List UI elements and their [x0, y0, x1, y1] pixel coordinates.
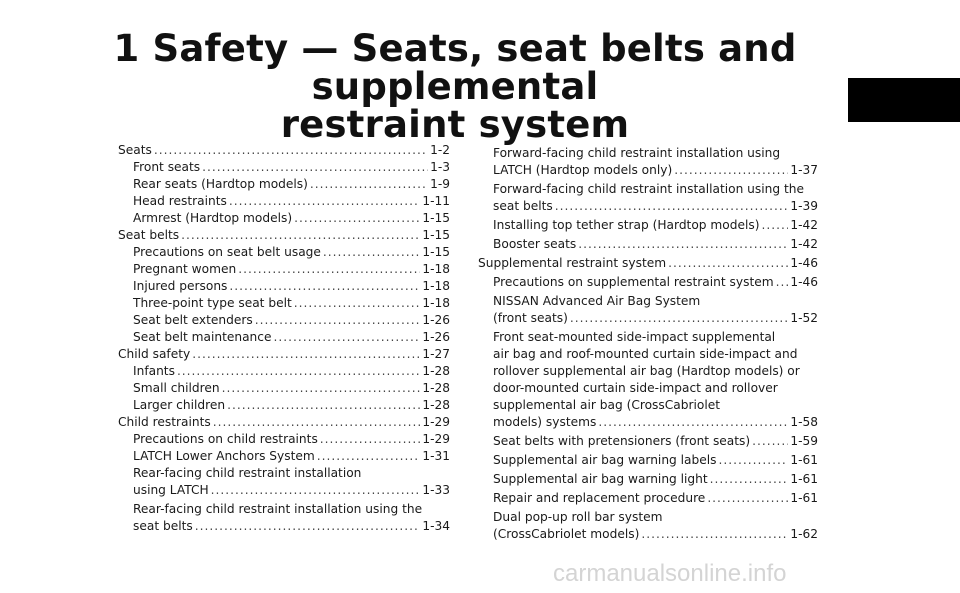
- toc-entry[interactable]: [478, 274, 818, 291]
- toc-entry[interactable]: [478, 471, 818, 488]
- toc-entry[interactable]: [478, 255, 818, 272]
- toc-entry[interactable]: [478, 293, 818, 327]
- toc-entry[interactable]: [118, 312, 450, 329]
- dot-leader: [195, 518, 421, 535]
- toc-entry[interactable]: [118, 142, 450, 159]
- toc-entry-page: 1-9: [430, 177, 450, 191]
- toc-entry-page: 1-62: [790, 527, 818, 541]
- toc-entry-page: 1-34: [422, 519, 450, 533]
- toc-entry-title: Booster seats: [493, 237, 577, 251]
- toc-entry-title: Small children: [133, 381, 220, 395]
- dot-leader: [154, 142, 428, 159]
- toc-entry-page: 1-31: [422, 449, 450, 463]
- dot-leader: [323, 244, 420, 261]
- toc-entry[interactable]: [118, 414, 450, 431]
- toc-entry-text-line: Rear-facing child restraint installation using the: [133, 502, 423, 516]
- toc-entry[interactable]: [478, 217, 818, 234]
- dot-leader: [570, 310, 789, 327]
- toc-entry[interactable]: [118, 329, 450, 346]
- dot-leader: [710, 471, 789, 488]
- toc-entry[interactable]: [118, 244, 450, 261]
- toc-entry-page: 1-37: [790, 163, 818, 177]
- dot-leader: [227, 397, 420, 414]
- dot-leader: [192, 346, 420, 363]
- toc-entry-page: 1-33: [422, 483, 450, 497]
- toc-entry-text-line: Rear-facing child restraint installation: [133, 466, 362, 480]
- toc-entry-page: 1-11: [422, 194, 450, 208]
- title-line-1: 1 Safety — Seats, seat belts and supplemental: [113, 27, 797, 108]
- toc-entry[interactable]: [478, 329, 818, 431]
- toc-entry-title: Child restraints: [118, 415, 211, 429]
- toc-entry-title: LATCH Lower Anchors System: [133, 449, 315, 463]
- toc-entry-page: 1-18: [422, 262, 450, 276]
- toc-entry-page: 1-58: [790, 415, 818, 429]
- toc-entry-text-line: door-mounted curtain side-impact and rollover: [493, 381, 778, 395]
- dot-leader: [238, 261, 420, 278]
- toc-entry-title: Repair and replacement procedure: [493, 491, 706, 505]
- toc-entry-title: models) systems: [493, 415, 597, 429]
- toc-entry[interactable]: [478, 490, 818, 507]
- toc-entry-title: Supplemental air bag warning light: [493, 472, 708, 486]
- dot-leader: [598, 414, 788, 431]
- dot-leader: [718, 452, 788, 469]
- watermark: carmanualsonline.info: [553, 560, 787, 587]
- toc-entry-text-line: Forward-facing child restraint installation using the: [493, 182, 804, 196]
- toc-entry[interactable]: [478, 433, 818, 450]
- toc-entry-title: (CrossCabriolet models): [493, 527, 640, 541]
- dot-leader: [294, 210, 420, 227]
- dot-leader: [707, 490, 788, 507]
- toc-entry-page: 1-42: [790, 218, 818, 232]
- toc-right-column: [478, 145, 818, 545]
- toc-entry-page: 1-27: [422, 347, 450, 361]
- toc-entry[interactable]: [118, 176, 450, 193]
- toc-entry-page: 1-18: [422, 296, 450, 310]
- dot-leader: [273, 329, 420, 346]
- toc-entry-text-line: rollover supplemental air bag (Hardtop models) or: [493, 364, 800, 378]
- toc-entry[interactable]: [478, 509, 818, 543]
- dot-leader: [320, 431, 421, 448]
- dot-leader: [578, 236, 788, 253]
- toc-entry[interactable]: [118, 363, 450, 380]
- dot-leader: [752, 433, 788, 450]
- title-line-2: restraint system: [280, 103, 630, 146]
- dot-leader: [255, 312, 421, 329]
- toc-entry-page: 1-15: [422, 211, 450, 225]
- toc-entry-title: seat belts: [133, 519, 193, 533]
- toc-entry[interactable]: [118, 227, 450, 244]
- toc-entry-page: 1-2: [430, 143, 450, 157]
- toc-entry-page: 1-29: [422, 415, 450, 429]
- toc-entry-text-line: Forward-facing child restraint installation using: [493, 146, 781, 160]
- page-title: [40, 27, 870, 146]
- toc-entry-page: 1-15: [422, 245, 450, 259]
- toc-entry-title: Head restraints: [133, 194, 227, 208]
- toc-entry[interactable]: [118, 278, 450, 295]
- toc-entry-title: Child safety: [118, 347, 191, 361]
- toc-entry-page: 1-52: [790, 311, 818, 325]
- toc-entry-page: 1-18: [422, 279, 450, 293]
- toc-entry-title: using LATCH: [133, 483, 209, 497]
- toc-entry[interactable]: [118, 193, 450, 210]
- toc-entry-text-line: air bag and roof-mounted curtain side-impact and: [493, 347, 798, 361]
- toc-entry-title: Armrest (Hardtop models): [133, 211, 293, 225]
- dot-leader: [177, 363, 420, 380]
- dot-leader: [181, 227, 420, 244]
- dot-leader: [674, 162, 788, 179]
- toc-entry-page: 1-46: [790, 256, 818, 270]
- toc-entry-page: 1-3: [430, 160, 450, 174]
- toc-entry-title: Seat belts: [118, 228, 180, 242]
- toc-entry-page: 1-28: [422, 398, 450, 412]
- toc-entry[interactable]: [118, 159, 450, 176]
- toc-entry-page: 1-61: [790, 491, 818, 505]
- spacer: [478, 543, 818, 545]
- toc-entry-page: 1-15: [422, 228, 450, 242]
- toc-entry-page: 1-46: [790, 275, 818, 289]
- dot-leader: [229, 278, 420, 295]
- toc-entry-page: 1-26: [422, 330, 450, 344]
- dot-leader: [202, 159, 428, 176]
- dot-leader: [213, 414, 421, 431]
- toc-entry-page: 1-42: [790, 237, 818, 251]
- toc-entry-title: Supplemental air bag warning labels: [493, 453, 717, 467]
- toc-entry-page: 1-29: [422, 432, 450, 446]
- toc-entry-title: Precautions on seat belt usage: [133, 245, 321, 259]
- toc-entry[interactable]: [478, 145, 818, 179]
- toc-entry-text-line: Front seat-mounted side-impact supplemental: [493, 330, 776, 344]
- toc-entry[interactable]: [478, 236, 818, 253]
- dot-leader: [641, 526, 788, 543]
- spacer: [118, 535, 450, 537]
- dot-leader: [229, 193, 421, 210]
- toc-entry-title: Three-point type seat belt: [133, 296, 292, 310]
- toc-entry[interactable]: [118, 380, 450, 397]
- toc-entry[interactable]: [478, 452, 818, 469]
- toc-entry-text-line: NISSAN Advanced Air Bag System: [493, 294, 701, 308]
- toc-entry-title: seat belts: [493, 199, 553, 213]
- toc-entry-title: Pregnant women: [133, 262, 237, 276]
- dot-leader: [211, 482, 421, 499]
- toc-entry[interactable]: [118, 465, 450, 499]
- toc-entry-title: Installing top tether strap (Hardtop models): [493, 218, 760, 232]
- toc-entry-title: Larger children: [133, 398, 226, 412]
- toc-entry-title: Seat belt maintenance: [133, 330, 272, 344]
- toc-entry-title: Rear seats (Hardtop models): [133, 177, 308, 191]
- toc-entry-text-line: supplemental air bag (CrossCabriolet: [493, 398, 720, 412]
- dot-leader: [310, 176, 428, 193]
- dot-leader: [761, 217, 788, 234]
- chapter-tab: [848, 78, 960, 122]
- toc-entry-title: Precautions on supplemental restraint system: [493, 275, 774, 289]
- toc-entry-title: Supplemental restraint system: [478, 256, 667, 270]
- toc-entry[interactable]: [118, 210, 450, 227]
- toc-entry[interactable]: [118, 431, 450, 448]
- toc-entry[interactable]: [118, 448, 450, 465]
- dot-leader: [294, 295, 421, 312]
- dot-leader: [668, 255, 788, 272]
- toc-entry[interactable]: [118, 261, 450, 278]
- toc-entry-page: 1-61: [790, 453, 818, 467]
- toc-entry-page: 1-39: [790, 199, 818, 213]
- toc-entry-page: 1-28: [422, 364, 450, 378]
- toc-entry-title: (front seats): [493, 311, 568, 325]
- toc-entry-page: 1-61: [790, 472, 818, 486]
- toc-left-column: [118, 142, 450, 537]
- toc-entry-title: Seat belts with pretensioners (front seats): [493, 434, 751, 448]
- toc-entry[interactable]: [118, 346, 450, 363]
- toc-entry-text-line: Dual pop-up roll bar system: [493, 510, 663, 524]
- toc-entry-title: Precautions on child restraints: [133, 432, 318, 446]
- toc-entry[interactable]: [118, 501, 450, 535]
- dot-leader: [555, 198, 789, 215]
- toc-entry-title: Infants: [133, 364, 175, 378]
- dot-leader: [222, 380, 421, 397]
- dot-leader: [317, 448, 421, 465]
- toc-entry-page: 1-26: [422, 313, 450, 327]
- toc-entry[interactable]: [478, 181, 818, 215]
- toc-entry-page: 1-59: [790, 434, 818, 448]
- toc-entry-title: Seats: [118, 143, 152, 157]
- toc-entry-page: 1-28: [422, 381, 450, 395]
- toc-entry-title: LATCH (Hardtop models only): [493, 163, 673, 177]
- toc-entry-title: Injured persons: [133, 279, 228, 293]
- dot-leader: [776, 274, 789, 291]
- toc-entry-title: Front seats: [133, 160, 201, 174]
- toc-entry[interactable]: [118, 397, 450, 414]
- toc-entry-title: Seat belt extenders: [133, 313, 253, 327]
- toc-entry[interactable]: [118, 295, 450, 312]
